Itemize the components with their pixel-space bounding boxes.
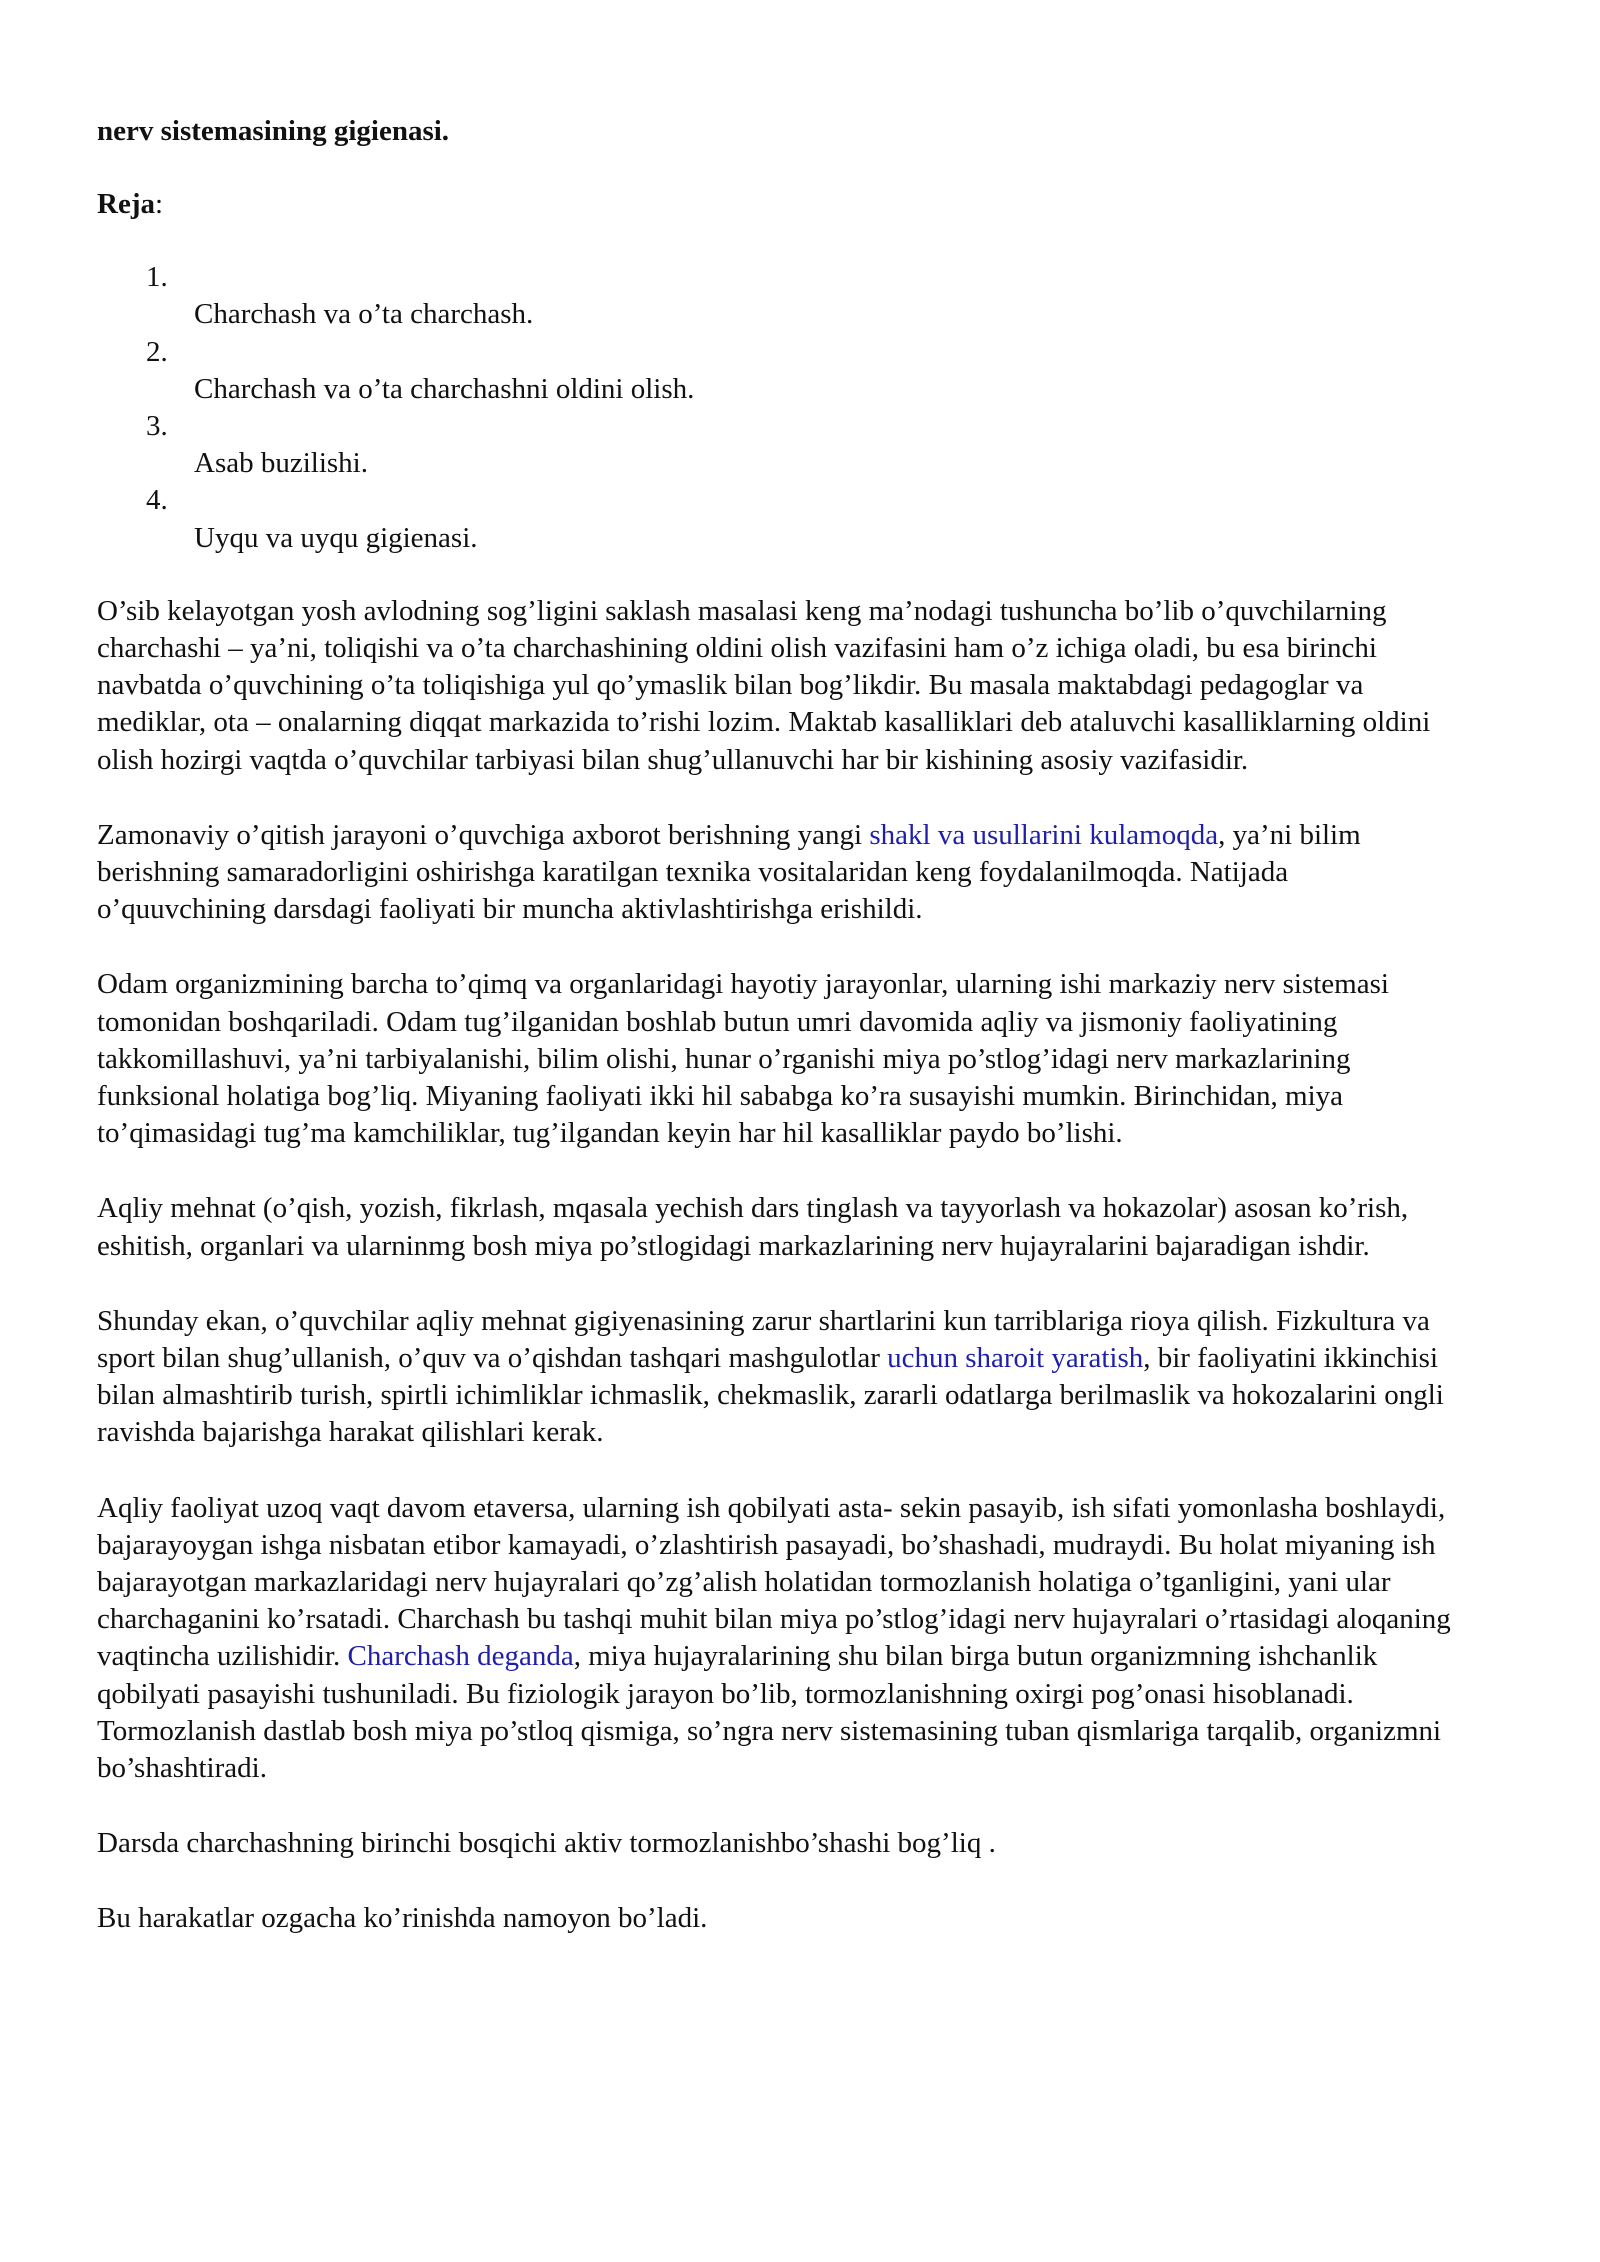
plan-item-number: 3. — [146, 409, 168, 442]
link-shakl-va-usullarini[interactable]: shakl va usullarini kulamoqda — [869, 818, 1219, 851]
plan-item — [146, 482, 1460, 556]
link-uchun-sharoit-yaratish[interactable]: uchun sharoit yaratish — [887, 1341, 1144, 1374]
paragraph-4: Aqliy mehnat (o’qish, yozish, fikrlash, mqasala yechish dars tinglash va tayyorlash va hokazolar) asosan ko’rish, eshitish, organlari va ularninmg bosh miya po’stlogidagi markazlarining nerv hujayralarini bajaradigan ishdir. — [97, 1192, 1409, 1262]
link-charchash-deganda[interactable]: Charchash deganda — [347, 1640, 574, 1673]
paragraph-6-text-start: Aqliy faoliyat uzoq vaqt davom etaversa, ularning ish qobilyati asta- sekin pasayib, ish sifati yomonlasha boshlaydi, bajarayoygan ishga nisbatan etibor kamayadi, o’zlashtirish pasayadi, bo’shashadi, mudraydi. Bu holat miyaning ish bajarayotgan markazlaridagi nerv hujayralari qo’zg’alish holatidan tormozlanish holatiga o’tganligini, yani ular charchaganini ko’rsatadi. Charchash bu tashqi muhit bilan miya po’stlog’idagi nerv hujayralari o’rtasidagi aloqaning vaqtincha uzilishidir. — [97, 1491, 1451, 1673]
paragraph-2 — [97, 817, 1460, 929]
plan-item-number: 4. — [146, 484, 168, 517]
plan-heading — [97, 186, 1460, 223]
plan-list — [97, 259, 1460, 557]
plan-item-number: 1. — [146, 261, 168, 294]
paragraph-2-text-start: Zamonaviy o’qitish jarayoni o’quvchiga axborot berishning yangi — [97, 818, 870, 851]
paragraph-2-text-end: , ya’ni bilim berishning samaradorligini oshirishga karatilgan texnika vositalaridan keng foydalanilmoqda. Natijada o’quuvchining darsdagi faoliyati bir muncha aktivlashtirishga erishildi. — [97, 818, 1361, 926]
plan-item-text: Charchash va o’ta charchash. — [194, 298, 534, 331]
paragraph-5-text-start: Shunday ekan, o’quvchilar aqliy mehnat gigiyenasining zarur shartlarini kun tarriblariga rioya qilish. Fizkultura va sport bilan shug’ullanish, o’quv va o’qishdan tashqari mashgulotlar — [97, 1304, 1430, 1374]
plan-item-number: 2. — [146, 335, 168, 368]
plan-label: Reja — [97, 188, 155, 220]
plan-item — [146, 259, 1460, 333]
document-title: nerv sistemasining gigienasi. — [97, 115, 450, 147]
plan-item-text: Charchash va o’ta charchashni oldini olish. — [194, 372, 695, 405]
paragraph-5-text-end: , bir faoliyatini ikkinchisi bilan almashtirib turish, spirtli ichimliklar ichmaslik, chekmaslik, zararli odatlarga berilmaslik va hokozalarini ongli ravishda bajarishga harakat qilishlari kerak. — [97, 1341, 1444, 1449]
paragraph-7: Darsda charchashning birinchi bosqichi aktiv tormozlanishbo’shashi bog’liq . — [97, 1827, 996, 1860]
plan-colon: : — [154, 188, 164, 220]
plan-item — [146, 334, 1460, 408]
plan-item — [146, 408, 1460, 482]
paragraph-1: O’sib kelayotgan yosh avlodning sog’ligini saklash masalasi keng ma’nodagi tushuncha bo’lib o’quvchilarning charchashi – ya’ni, toliqishi va o’ta charchashining oldini olish vazifasini ham o’z ichiga oladi, bu esa birinchi navbatda o’quvchining o’ta toliqishiga yul qo’ymaslik bilan bog’likdir. Bu masala maktabdagi pedagoglar va mediklar, ota – onalarning diqqat markazida to’rishi lozim. Maktab kasalliklari deb ataluvchi kasalliklarning oldini olish hozirgi vaqtda o’quvchilar tarbiyasi bilan shug’ullanuvchi har bir kishining asosiy vazifasidir. — [97, 594, 1431, 776]
paragraph-8: Bu harakatlar ozgacha ko’rinishda namoyon bo’ladi. — [97, 1902, 708, 1935]
paragraph-3: Odam organizmining barcha to’qimq va organlaridagi hayotiy jarayonlar, ularning ishi markaziy nerv sistemasi tomonidan boshqariladi. Odam tug’ilganidan boshlab butun umri davomida aqliy va jismoniy faoliyatining takkomillashuvi, ya’ni tarbiyalanishi, bilim olishi, hunar o’rganishi miya po’stlog’idagi nerv markazlarining funksional holatiga bog’liq. Miyaning faoliyati ikki hil sababga ko’ra susayishi mumkin. Birinchidan, miya to’qimasidagi tug’ma kamchiliklar, tug’ilgandan keyin har hil kasalliklar paydo bo’lishi. — [97, 968, 1389, 1150]
paragraph-6 — [97, 1490, 1460, 1788]
paragraph-6-text-end: , miya hujayralarining shu bilan birga butun organizmning ishchanlik qobilyati pasayishi tushuniladi. Bu fiziologik jarayon bo’lib, tormozlanishning oxirgi pog’onasi hisoblanadi. Tormozlanish dastlab bosh miya po’stloq qismiga, so’ngra nerv sistemasining tuban qismlariga tarqalib, organizmni bo’shashtiradi. — [97, 1640, 1442, 1784]
plan-item-text: Uyqu va uyqu gigienasi. — [194, 521, 478, 554]
paragraph-5 — [97, 1303, 1460, 1452]
plan-item-text: Asab buzilishi. — [194, 447, 368, 480]
